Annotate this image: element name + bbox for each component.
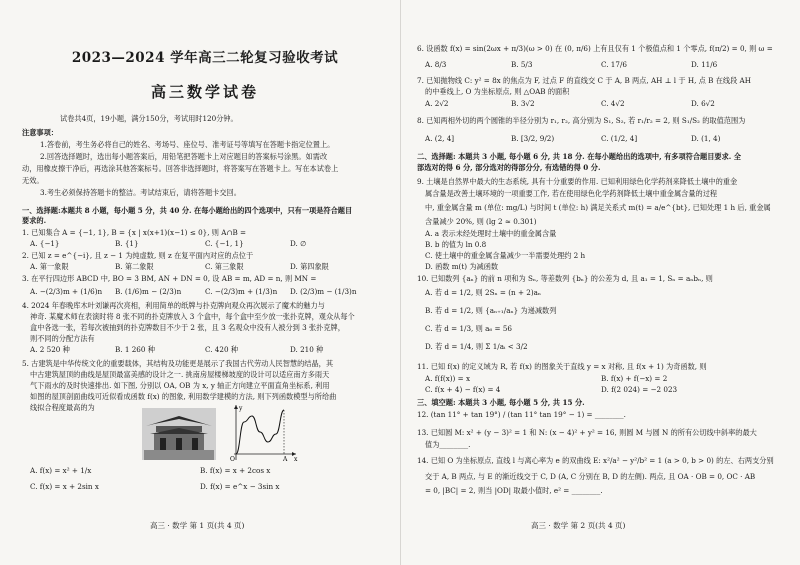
question-9-line: 含量减少 20%, 则 (lg 2 ≈ 0.301) (425, 217, 537, 226)
page-2 (400, 0, 800, 565)
question-3: 3. 在平行四边形 ABCD 中, BO = 3 BM, AN + DN = 0, 设 AB = m, AD = n, 则 MN = (22, 274, 317, 283)
roof-curve-line (236, 410, 284, 454)
q7-option-b: B. 3√2 (511, 99, 535, 108)
q6-option-c: C. 17/6 (601, 60, 627, 69)
question-9-line: 属含量是改善土壤环境的一项重要工作, 若在使用绿色化学药剂降低土壤中重金属含量的过程 (425, 189, 718, 198)
note-line: 1.答卷前，考生务必将自己的姓名、考场号、座位号、准考证号等填写在答题卡指定位置上。 (40, 140, 335, 149)
point-a-label: A (283, 456, 288, 462)
q9-option-a: A. a 表示未经处理时土壤中的重金属含量 (425, 229, 557, 238)
question-12: 12. (tan 11° + tan 19°) / (tan 11° tan 19° − 1) = ________. (417, 410, 626, 419)
q2-option-c: C. 第三象限 (205, 262, 244, 271)
q1-option-a: A. {−1} (30, 239, 60, 248)
question-7-line: 7. 已知抛物线 C: y² = 8x 的焦点为 F, 过点 F 的直线交 C 于 A, B 两点, AH ⊥ l 于 H, 点 B 在线段 AH (417, 76, 752, 85)
question-13-line: 13. 已知圆 M: x² + (y − 3)² = 1 和 N: (x − 4)² + y² = 16, 则圆 M 与圆 N 的所有公切线中斜率的最大 (417, 428, 757, 437)
q8-option-a: A. (2, 4] (425, 134, 455, 143)
q3-option-b: B. (1/6)m − (2/3)n (115, 287, 182, 296)
q5-option-a: A. f(x) = x² + 1/x (30, 466, 92, 475)
exam-intro: 试卷共4页，19小题，满分150分，考试用时120分钟。 (60, 114, 238, 123)
roof-curve-chart (228, 402, 300, 462)
q6-option-a: A. 8/3 (425, 60, 447, 69)
q11-option-d: D. f(2 024) = −2 023 (601, 385, 678, 394)
exam-subtitle: 高三数学试卷 (150, 83, 259, 101)
question-5-line: 线拟合程度最高的为 (30, 403, 95, 412)
q5-option-c: C. f(x) = x + 2sin x (30, 482, 99, 491)
page-footer: 高三 · 数学 第 2 页(共 4 页) (531, 521, 626, 530)
notes-heading: 注意事项： (22, 128, 58, 137)
q3-option-c: C. −(2/3)m + (1/3)n (205, 287, 278, 296)
question-5-line: 如图的屋顶剖面曲线可近似看成函数 f(x) 的图象, 利用数学建模的方法, 则下列函数模型与所给曲 (30, 392, 337, 401)
q6-option-b: B. 5/3 (511, 60, 533, 69)
q1-option-d: D. ∅ (290, 239, 307, 248)
question-2: 2. 已知 z = e^{−i}, 且 z − 1 为纯虚数, 则 z 在复平面内对应的点位于 (22, 251, 254, 260)
question-9-line: 中, 重金属含量 m (单位: mg/L) 与时间 t (单位: h) 满足关系式 m(t) = a/e^{bt}, 已知处理 1 h 后, 重金属 (425, 203, 771, 212)
q2-option-a: A. 第一象限 (30, 262, 69, 271)
question-1: 1. 已知集合 A = {−1, 1}, B = {x | x(x+1)(x−1) ≤ 0}, 则 A∩B = (22, 228, 247, 237)
q11-option-a: A. f(f(x)) = x (425, 374, 470, 383)
q3-option-d: D. (2/3)m − (1/3)n (290, 287, 357, 296)
q9-option-d: D. 函数 m(t) 为减函数 (425, 262, 499, 271)
question-5-line: 气下雨水的及时快速排出. 如下图, 分别以 OA, OB 为 x, y 轴正方向建立平面直角坐标系, 利用 (30, 381, 330, 390)
q4-option-a: A. 2 520 种 (30, 345, 70, 354)
q3-option-a: A. −(2/3)m + (1/6)n (30, 287, 103, 296)
question-10: 10. 已知数列 {aₙ} 的前 n 项和为 Sₙ, 等差数列 {bₙ} 的公差为 d, 且 a₁ = 1, Sₙ = aₙbₙ, 则 (417, 274, 713, 283)
q10-option-a: A. 若 d = 1/2, 则 2Sₙ = (n + 2)aₙ (425, 288, 542, 297)
section-1-heading-cont: 要求的. (22, 216, 47, 225)
q4-option-d: D. 210 种 (290, 345, 324, 354)
q8-option-b: B. [3/2, 9/2) (511, 134, 555, 143)
page-footer: 高三 · 数学 第 1 页(共 4 页) (150, 521, 245, 530)
q2-option-d: D. 第四象限 (290, 262, 329, 271)
question-14-line: 14. 已知 O 为坐标原点, 直线 l 与离心率为 e 的双曲线 E: x²/a² − y²/b² = 1 (a > 0, b > 0) 的左、右两支分别 (417, 456, 774, 465)
note-line: 无效。 (22, 176, 44, 185)
question-11: 11. 已知 f(x) 的定义域为 R, 若 f(x) 的图象关于直线 y = x 对称, 且 f(x + 1) 为奇函数, 则 (417, 362, 707, 371)
question-9-line: 9. 土壤是自然界中最大的生态系统, 具有十分重要的作用. 已知利用绿色化学药剂来降低土壤中的重金 (417, 177, 738, 186)
section-2-heading: 二、选择题: 本题共 3 小题, 每小题 6 分, 共 18 分. 在每小题给出的选项中, 有多项符合题目要求. 全 (417, 152, 741, 161)
question-8: 8. 已知两相外切的两个圆锥的半径分别为 r₁, r₂, 高分别为 S₁, S₂, 若 r₁/r₂ = 2, 则 S₁/S₂ 的取值范围为 (417, 116, 746, 125)
q10-option-b: B. 若 d = 1/2, 则 {aₙ₊₁/aₙ} 为递减数列 (425, 306, 557, 315)
section-2-heading-cont: 部选对的得 6 分, 部分选对的得部分分, 有选错的得 0 分. (417, 163, 601, 172)
q6-option-d: D. 11/6 (691, 60, 718, 69)
question-7-line: 的中垂线上, O 为坐标原点, 则 △OAB 的面积 (425, 87, 570, 96)
section-1-heading: 一、选择题:本题共 8 小题，每小题 5 分，共 40 分. 在每小题给出的四个选项中，只有一项是符合题目 (22, 206, 353, 215)
section-3-heading: 三、填空题: 本题共 3 小题, 每小题 5 分, 共 15 分. (417, 398, 585, 407)
question-4-line: 4. 2024 年春晚库木叶刘谦再次亮相，利用简单的纸牌与扑克牌向观众再次展示了魔术的魅力与 (22, 301, 325, 310)
note-line: 动，用橡皮擦干净后，再选涂其他答案标号。回答非选择题时，将答案写在答题卡上。写在本试卷上 (22, 164, 339, 173)
note-line: 3.考生必须保持答题卡的整洁。考试结束后，请将答题卡交回。 (40, 188, 241, 197)
q2-option-b: B. 第二象限 (115, 262, 154, 271)
question-5-line: 中古建筑屋顶的曲线是屋顶最富美感的设计之一. 挑南房屋楼梯坡度的设计可以适应南方多雨天 (30, 370, 330, 379)
q4-option-b: B. 1 260 种 (115, 345, 155, 354)
q11-option-b: B. f(x) + f(−x) = 2 (601, 374, 668, 383)
x-axis-label: x (294, 456, 298, 462)
q1-option-b: B. {1} (115, 239, 139, 248)
origin-label: O (230, 456, 235, 462)
q8-option-c: C. (1/2, 4] (601, 134, 638, 143)
q5-option-b: B. f(x) = x + 2cos x (200, 466, 271, 475)
q10-option-c: C. 若 d = 1/3, 则 a₆ = 56 (425, 324, 512, 333)
y-axis-label: y (239, 405, 243, 412)
question-14-line: = 0, |BC| = 2, 则当 |OD| 取最小值时, e² = ________. (425, 486, 603, 495)
q9-option-b: B. b 的值为 ln 0.8 (425, 240, 487, 249)
q4-option-c: C. 420 种 (205, 345, 239, 354)
q7-option-d: D. 6√2 (691, 99, 715, 108)
question-5-line: 5. 古建筑是中华传统文化的重要载体，其结构及功能更是展示了我国古代劳动人民智慧的结晶，其 (22, 359, 334, 368)
question-13-line: 值为________. (425, 440, 471, 449)
q10-option-d: D. 若 d = 1/4, 则 Σ 1/aᵢ < 3/2 (425, 342, 528, 351)
y-axis-arrow-icon (234, 405, 238, 409)
note-line: 2.回答选择题时，选出每小题答案后，用铅笔把答题卡上对应题目的答案标号涂黑。如需改 (40, 152, 328, 161)
q11-option-c: C. f(x + 4) − f(x) = 4 (425, 385, 501, 394)
q1-option-c: C. {−1, 1} (205, 239, 244, 248)
question-14-line: 交于 A, B 两点, 与 E 的渐近线交于 C, D (A, C 分别在 B, D 的左侧). 两点, 且 OA · OB = 0, OC · AB (425, 472, 756, 481)
question-4-line: 则不同的分配方法有 (30, 334, 95, 343)
q8-option-d: D. (1, 4) (691, 134, 721, 143)
q5-option-d: D. f(x) = e^x − 3sin x (200, 482, 280, 491)
question-6: 6. 设函数 f(x) = sin(2ωx + π/3)(ω > 0) 在 (0, π/6) 上有且仅有 1 个极值点和 1 个零点, f(π/2) = 0, 则 ω = (417, 44, 773, 53)
question-4-line: 神奇. 某魔术师在表演时将 8 张不同的扑克牌放入 3 个盒中，每个盒中至少放一张扑克牌，观众从每个 (30, 312, 355, 321)
pavilion-photo (142, 408, 216, 460)
q9-option-c: C. 使土壤中的重金属含量减少一半需要处理约 2 h (425, 251, 586, 260)
q7-option-a: A. 2√2 (425, 99, 449, 108)
q7-option-c: C. 4√2 (601, 99, 625, 108)
question-4-line: 盒中各选一张，若每次被抽到的扑克牌数目不少于 2 张，且 3 名观众中没有人被分到 3 张扑克牌， (30, 323, 345, 332)
exam-title: 2023—2024 学年高三二轮复习验收考试 (71, 50, 339, 66)
